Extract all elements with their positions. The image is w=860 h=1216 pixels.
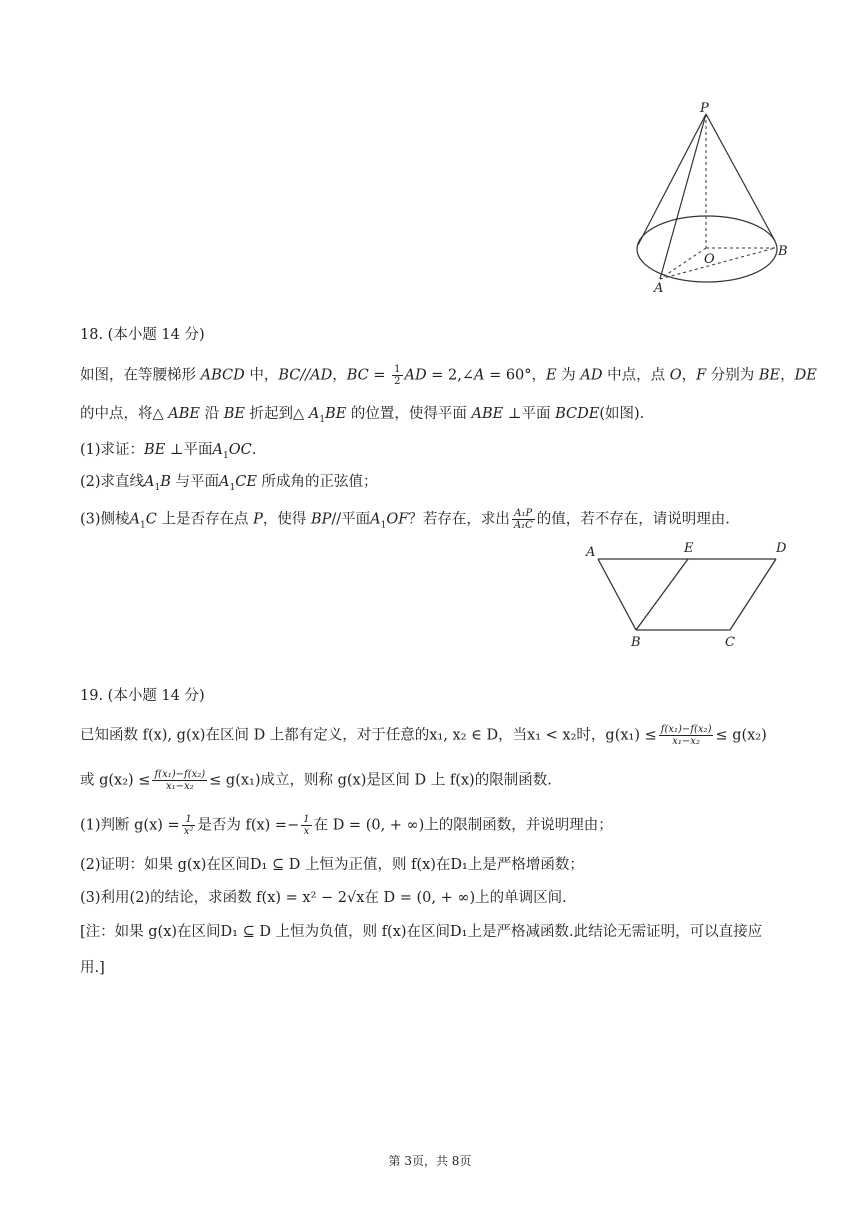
math-seg: BE — [758, 367, 781, 384]
frac-num: f(x₁)−f(x₂) — [154, 769, 206, 780]
text-seg: 或 g(x₂) ≤ — [80, 772, 151, 789]
label-d: D — [776, 541, 787, 556]
q19-line1 — [80, 724, 767, 747]
math-seg: BE — [223, 406, 245, 422]
text-seg: ， — [780, 367, 795, 384]
math-seg: B — [160, 474, 171, 490]
page-footer: 第 3页，共 8页 — [388, 1154, 472, 1168]
math-seg: BCDE — [555, 406, 600, 422]
cone-figure — [630, 98, 800, 294]
text-seg: 是否为 f(x) =− — [197, 817, 300, 834]
text-seg: = 60°， — [484, 367, 547, 384]
text-seg: (1)判断 g(x) = — [80, 817, 180, 834]
text-seg: 已知函数 f(x), g(x)在区间 D 上都有定义，对于任意的x₁, x₂ ∈ D，当x₁ < x₂时，g(x₁) ≤ — [80, 727, 657, 744]
label-c: C — [725, 635, 735, 650]
edge-ab — [598, 559, 636, 630]
math-seg: BP — [310, 511, 332, 528]
text-seg: ≤ g(x₁)成立，则称 g(x)是区间 D 上 f(x)的限制函数. — [209, 772, 552, 789]
math-seg: A — [473, 367, 485, 384]
cone-chord-ab — [660, 248, 775, 279]
text-seg: 的中点，将△ — [80, 406, 169, 422]
frac-num: 1 — [394, 364, 401, 375]
text-seg: 如图，在等腰梯形 — [80, 367, 201, 384]
text-seg: (如图). — [599, 406, 645, 422]
math-seg: AD — [580, 367, 603, 384]
math-seg: ABE — [471, 406, 504, 422]
label-b: B — [778, 244, 788, 259]
text-seg: 在 D = (0, + ∞)上的限制函数，并说明理由； — [313, 817, 613, 834]
math-seg: A — [129, 511, 141, 528]
text-seg: 的值，若不存在，请说明理由. — [536, 511, 730, 528]
label-o: O — [704, 252, 715, 267]
math-seg: CE — [235, 474, 257, 490]
math-seg: OC — [228, 442, 252, 458]
text-seg: 分别为 — [706, 367, 759, 384]
text-seg: ≤ g(x₂) — [715, 727, 767, 744]
trapezoid-figure — [580, 538, 800, 656]
math-seg: OF — [386, 511, 409, 528]
frac-num: 1 — [303, 814, 310, 825]
cone-base-ellipse — [637, 216, 777, 282]
fraction-half — [392, 364, 402, 387]
q18-part1: (1)求证：BE ⊥平面$A_1OC$. — [80, 442, 257, 461]
math-seg: O — [669, 367, 682, 384]
text-seg: 折起到△ — [244, 406, 309, 422]
math-seg: A — [219, 474, 230, 490]
math-seg: P — [253, 511, 263, 528]
text-seg: (1)求证： — [80, 442, 145, 458]
fraction-difference-quotient — [152, 769, 207, 792]
frac-num: 1 — [182, 814, 196, 826]
math-seg: BE — [325, 406, 347, 422]
text-seg: 上是否存在点 — [156, 511, 254, 528]
frac-den: x² — [183, 826, 194, 837]
label-a: A — [654, 281, 664, 294]
frac-num: A₁P — [512, 508, 535, 520]
edge-cd — [730, 559, 776, 630]
text-seg: ⊥平面 — [503, 406, 556, 422]
fraction-difference-quotient — [659, 724, 714, 747]
text-seg: 中， — [244, 367, 279, 384]
text-seg: . — [251, 442, 257, 458]
text-seg: ？若存在，求出 — [408, 511, 510, 528]
text-seg: 沿 — [199, 406, 224, 422]
math-seg: A — [212, 442, 224, 458]
text-seg: 与平面 — [170, 474, 220, 490]
text-seg: ，使得 — [262, 511, 311, 528]
fraction-one-over-x — [301, 814, 311, 837]
label-a: A — [586, 545, 596, 560]
q19-header: 19. (本小题 14 分) — [80, 688, 205, 704]
cone-right-edge — [706, 114, 775, 241]
text-seg: (2)求直线 — [80, 474, 145, 490]
math-seg: BC — [346, 367, 369, 384]
q19-note-line1: [注：如果 g(x)在区间D₁ ⊆ D 上恒为负值，则 f(x)在区间D₁上是严格减函数.此结论无需证明，可以直接应 — [80, 924, 763, 940]
text-seg: 所成角的正弦值； — [256, 474, 378, 490]
math-seg: A — [144, 474, 155, 490]
frac-den: x₁−x₂ — [165, 781, 194, 792]
frac-den: A₁C — [513, 520, 533, 531]
cone-left-edge — [638, 114, 706, 245]
text-seg: ， — [332, 367, 347, 384]
label-p: P — [700, 101, 709, 116]
text-seg: ， — [681, 367, 697, 384]
text-seg: 为 — [556, 367, 581, 384]
math-seg: A — [370, 511, 381, 528]
math-seg: A — [308, 406, 320, 422]
text-seg: 的位置，使得平面 — [346, 406, 472, 422]
q18-line1 — [80, 364, 817, 387]
frac-num: f(x₁)−f(x₂) — [660, 724, 712, 735]
q19-note-line2: 用.] — [80, 960, 105, 976]
q18-part2: (2)求直线$A_1B$ 与平面$A_1CE$ 所成角的正弦值； — [80, 474, 378, 493]
q18-line2: 的中点，将△ ABE 沿 BE 折起到△ $A_1BE$ 的位置，使得平面 ABE ⊥平面 BCDE(如图). — [80, 406, 645, 425]
q18-header: 18. (本小题 14 分) — [80, 327, 205, 343]
math-seg: C — [145, 511, 157, 528]
text-seg: = 2,∠ — [426, 367, 474, 384]
text-seg: (3)侧棱 — [80, 511, 130, 528]
cone-edge-pa — [660, 114, 706, 279]
label-e: E — [684, 541, 694, 556]
label-b: B — [631, 635, 641, 650]
math-seg: BC//AD — [278, 367, 333, 384]
math-seg: ABCD — [200, 367, 245, 384]
text-seg: ⊥平面 — [165, 442, 213, 458]
q19-part1 — [80, 814, 613, 837]
frac-den: 2 — [394, 376, 401, 387]
q19-part3: (3)利用(2)的结论，求函数 f(x) = x² − 2√x在 D = (0, + ∞)上的单调区间. — [80, 890, 567, 906]
edge-be — [636, 559, 688, 630]
text-seg: 中点，点 — [602, 367, 670, 384]
fraction-a1p-a1c — [512, 508, 535, 531]
frac-den: x₁−x₂ — [672, 736, 700, 747]
math-seg: BE — [144, 442, 166, 458]
math-seg: F — [696, 367, 707, 384]
text-seg: = — [368, 367, 391, 384]
q19-line2 — [80, 769, 552, 792]
frac-den: x — [303, 826, 310, 837]
math-seg: ABE — [168, 406, 200, 422]
text-seg: //平面 — [331, 511, 371, 528]
fraction-one-over-x2 — [182, 814, 196, 837]
math-seg: DE — [794, 367, 817, 384]
q18-part3: (3)侧棱$A_1C$ 上是否存在点 P，使得 BP//平面$A_1OF$？若存在，求出 $\frac{\text{A₁P}}{\text{A₁C}}$ 的值，若不存在，请说明理由. — [80, 508, 730, 531]
math-seg: AD — [404, 367, 427, 384]
q19-part2: (2)证明：如果 g(x)在区间D₁ ⊆ D 上恒为正值，则 f(x)在D₁上是严格增函数； — [80, 857, 584, 873]
math-seg: E — [546, 367, 557, 384]
